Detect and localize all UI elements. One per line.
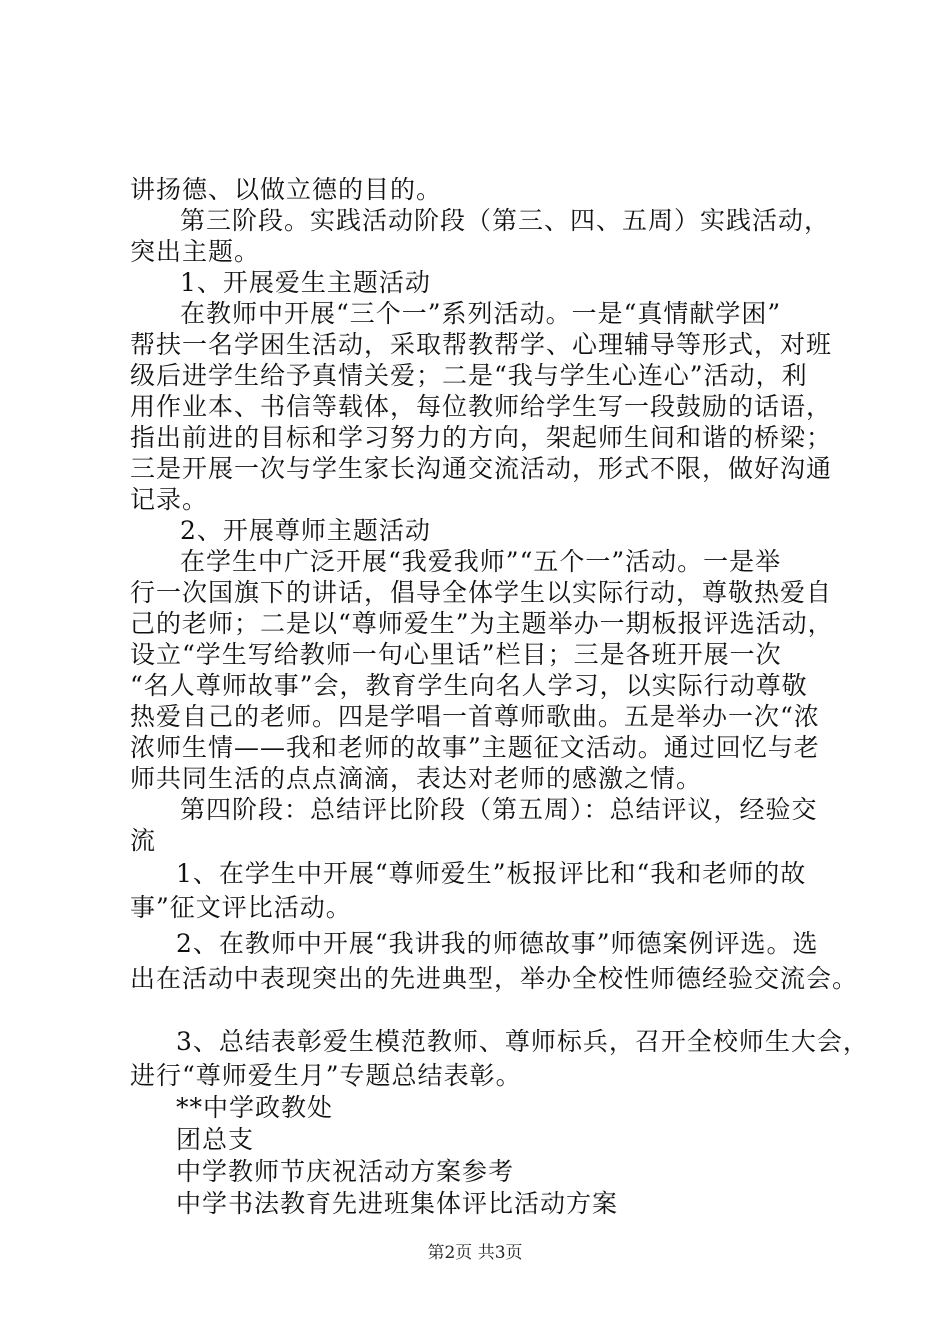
text-line: 师共同生活的点点滴滴，表达对老师的感激之情。 [130,764,703,793]
text-line: 己的老师；二是以“尊师爱生”为主题举办一期板报评选活动， [130,609,834,638]
text-line: 在学生中广泛开展“我爱我师”“五个一”活动。一是举 [180,547,782,576]
text-line: 第三阶段。实践活动阶段（第三、四、五周）实践活动， [180,206,831,235]
text-line: 3、总结表彰爱生模范教师、尊师标兵，召开全校师生大会， [176,1027,869,1056]
text-line: **中学政教处 [176,1093,334,1122]
text-line: 热爱自己的老师。四是学唱一首尊师歌曲。五是举办一次“浓 [130,702,820,731]
text-line: 中学教师节庆祝活动方案参考 [176,1157,515,1186]
text-line: 浓师生情——我和老师的故事”主题征文活动。通过回忆与老 [130,733,820,762]
text-line: 记录。 [130,485,209,514]
text-line: 用作业本、书信等载体，每位教师给学生写一段鼓励的话语， [130,392,833,421]
text-line: 三是开展一次与学生家长沟通交流活动，形式不限，做好沟通 [130,454,833,483]
text-line: 2、在教师中开展“我讲我的师德故事”师德案例评选。选 [176,929,819,958]
text-line: 行一次国旗下的讲话，倡导全体学生以实际行动，尊敬热爱自 [130,578,833,607]
text-line: 在教师中开展“三个一”系列活动。一是“真情献学困” [180,299,782,328]
text-line: 级后进学生给予真情关爱；二是“我与学生心连心”活动，利 [130,361,808,390]
text-line: 团总支 [176,1125,255,1154]
text-line: 2、开展尊师主题活动 [180,516,431,545]
text-line: 中学书法教育先进班集体评比活动方案 [176,1189,619,1218]
text-line: 1、开展爱生主题活动 [180,268,431,297]
text-line: 讲扬德、以做立德的目的。 [130,175,443,204]
text-line: 出在活动中表现突出的先进典型，举办全校性师德经验交流会。 [130,964,859,993]
text-line: 帮扶一名学困生活动，采取帮教帮学、心理辅导等形式，对班 [130,330,833,359]
text-line: 第四阶段：总结评比阶段（第五周）：总结评议，经验交 [180,795,818,824]
page-footer: 第2页 共3页 [427,1243,523,1263]
text-line: 指出前进的目标和学习努力的方向，架起师生间和谐的桥梁； [130,423,833,452]
text-line: 1、在学生中开展“尊师爱生”板报评比和“我和老师的故 [176,859,807,888]
text-line: 设立“学生写给教师一句心里话”栏目；三是各班开展一次 [130,640,782,669]
text-line: 进行“尊师爱生月”专题总结表彰。 [130,1061,522,1090]
text-line: 事”征文评比活动。 [130,893,352,922]
text-line: 突出主题。 [130,237,261,266]
text-line: 流 [130,826,157,855]
text-line: “名人尊师故事”会，教育学生向名人学习，以实际行动尊敬 [130,671,808,700]
